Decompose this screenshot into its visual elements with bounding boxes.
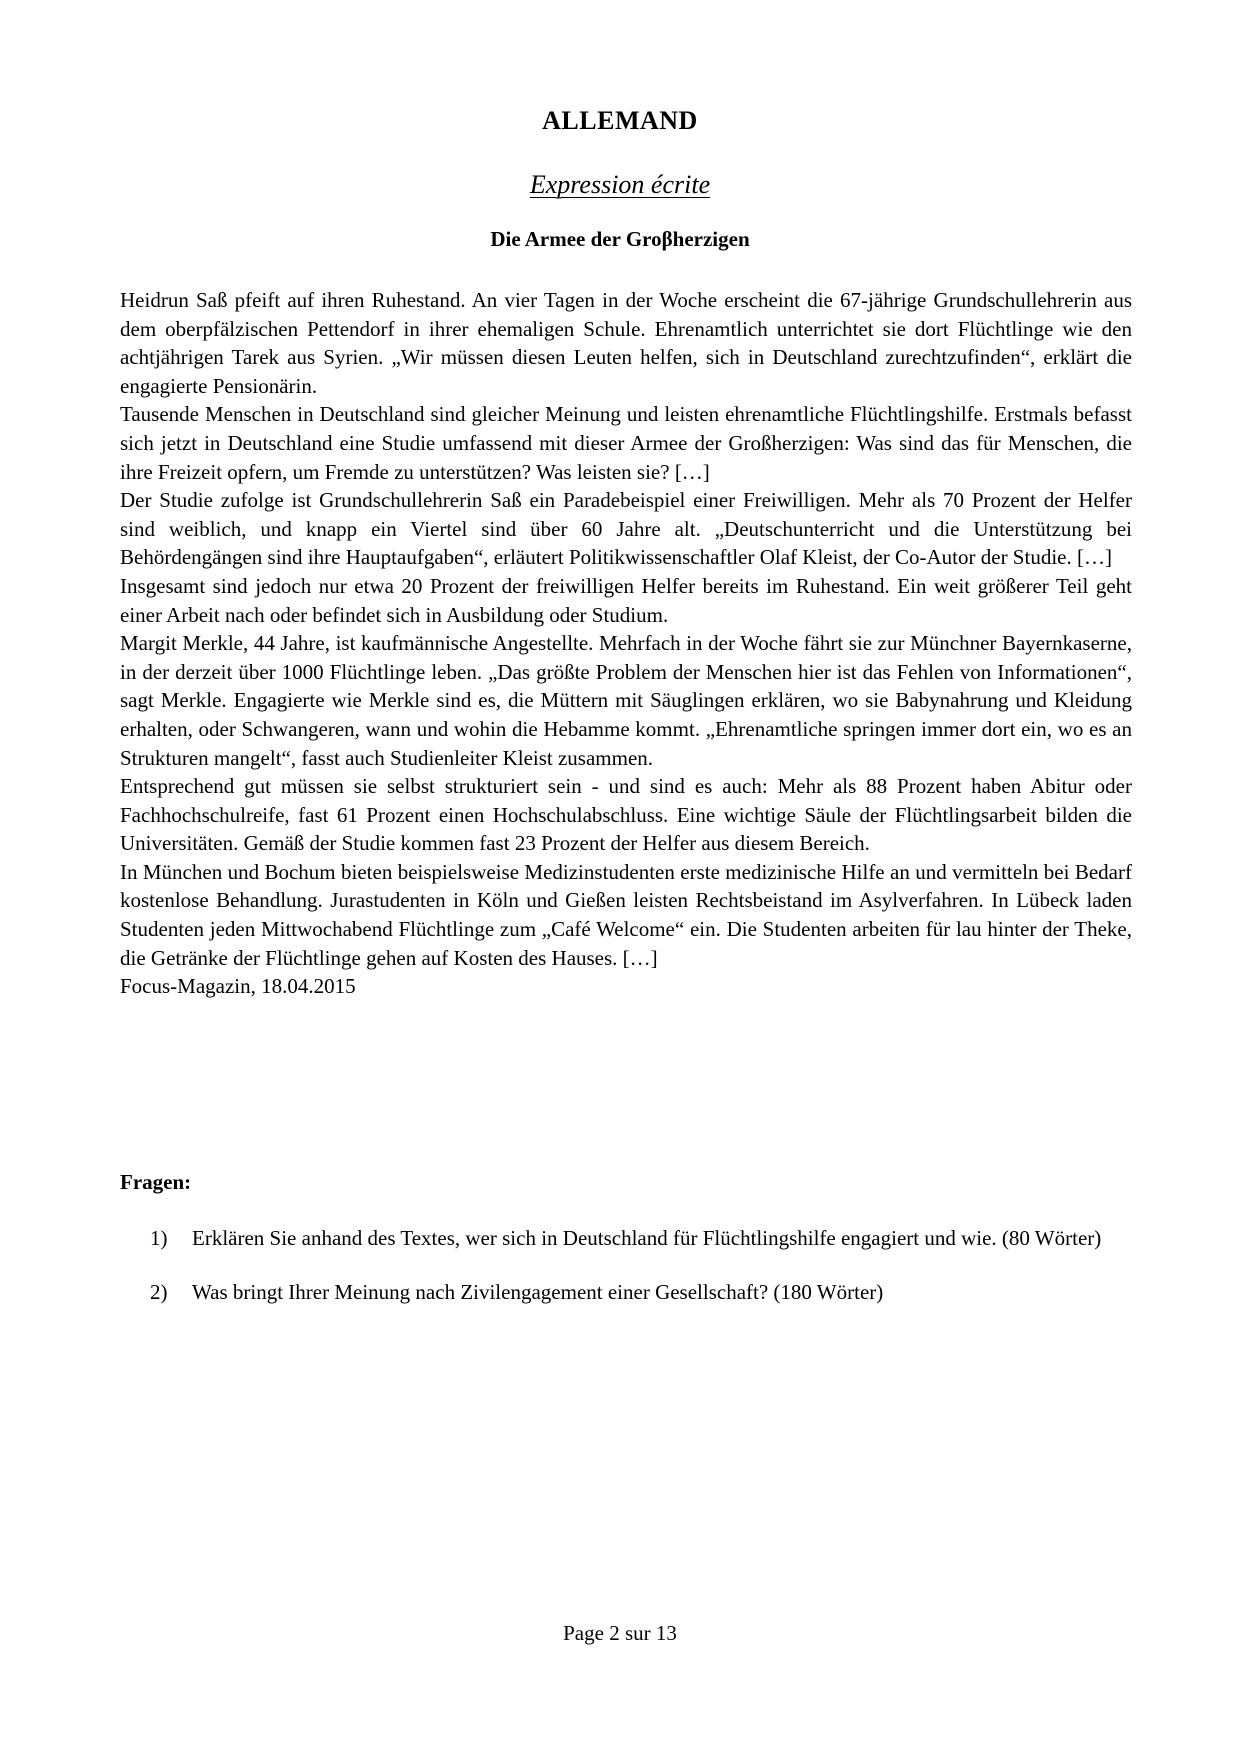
question-item: [150, 1279, 1110, 1306]
article-body: [120, 286, 1132, 1001]
article-title: Die Armee der Groβherzigen: [490, 227, 750, 251]
questions-list: [150, 1225, 1110, 1333]
article-paragraph: Insgesamt sind jedoch nur etwa 20 Prozent der freiwilligen Helfer bereits im Ruhestand. Ein weit größerer Teil geht einer Arbeit nach oder befindet sich in Ausbildung oder Studium.: [120, 573, 1132, 627]
article-paragraph: In München und Bochum bieten beispielsweise Medizinstudenten erste medizinische Hilfe an und vermitteln bei Bedarf kostenlose Behandlung. Jurastudenten in Köln und Gießen leisten Rechtsbeistand im Asylverfahren. In Lübeck laden Studenten jeden Mittwochabend Flüchtlinge zum „Café Welcome“ ein. Die Studenten arbeiten für lau hinter der Theke, die Getränke der Flüchtlinge gehen auf Kosten des Hauses. […]: [120, 859, 1132, 970]
question-item: [150, 1225, 1110, 1252]
section-title: Expression écrite: [529, 170, 711, 199]
article-paragraph: Entsprechend gut müssen sie selbst strukturiert sein - und sind es auch: Mehr als 88 Prozent haben Abitur oder Fachhochschulreife, fast 61 Prozent einen Hochschulabschluss. Eine wichtige Säule der Flüchtlingsarbeit bilden die Universitäten. Gemäß der Studie kommen fast 23 Prozent der Helfer aus diesem Bereich.: [120, 774, 1132, 856]
questions-heading: Fragen:: [120, 1170, 192, 1194]
article-source: Focus-Magazin, 18.04.2015: [120, 974, 356, 999]
question-text: Erklären Sie anhand des Textes, wer sich in Deutschland für Flüchtlingshilfe engagiert und wie. (80 Wörter): [192, 1226, 1102, 1250]
article-paragraph: Margit Merkle, 44 Jahre, ist kaufmännische Angestellte. Mehrfach in der Woche fährt sie zur Münchner Bayernkaserne, in der derzeit über 1000 Flüchtlinge leben. „Das größte Problem der Menschen hier ist das Fehlen von Informationen“, sagt Merkle. Engagierte wie Merkle sind es, die Müttern mit Säuglingen erklären, wo sie Babynahrung und Kleidung erhalten, oder Schwangeren, wann und wohin die Hebamme kommt. „Ehrenamtliche springen immer dort ein, wo es an Strukturen mangelt“, fasst auch Studienleiter Kleist zusammen.: [120, 631, 1132, 770]
question-number: 2): [150, 1280, 168, 1304]
subject-title: ALLEMAND: [542, 106, 698, 135]
question-text: Was bringt Ihrer Meinung nach Zivilengagement einer Gesellschaft? (180 Wörter): [192, 1280, 884, 1304]
article-paragraph: Tausende Menschen in Deutschland sind gleicher Meinung und leisten ehrenamtliche Flüchtlingshilfe. Erstmals befasst sich jetzt in Deutschland eine Studie umfassend mit dieser Armee der Großherzigen: Was sind das für Menschen, die ihre Freizeit opfern, um Fremde zu unterstützen? Was leisten sie? […]: [120, 402, 1132, 484]
page-number: Page 2 sur 13: [563, 1621, 677, 1645]
article-paragraph: Heidrun Saß pfeift auf ihren Ruhestand. An vier Tagen in der Woche erscheint die 67-jährige Grundschullehrerin aus dem oberpfälzischen Pettendorf in ihrer ehemaligen Schule. Ehrenamtlich unterrichtet sie dort Flüchtlinge wie den achtjährigen Tarek aus Syrien. „Wir müssen diesen Leuten helfen, sich in Deutschland zurechtzufinden“, erklärt die engagierte Pensionärin.: [120, 288, 1132, 398]
question-number: 1): [150, 1226, 168, 1250]
article-paragraph: Der Studie zufolge ist Grundschullehrerin Saß ein Paradebeispiel einer Freiwilligen. Mehr als 70 Prozent der Helfer sind weiblich, und knapp ein Viertel sind über 60 Jahre alt. „Deutschunterricht und die Unterstützung bei Behördengängen sind ihre Hauptaufgaben“, erläutert Politikwissenschaftler Olaf Kleist, der Co-Autor der Studie. […]: [120, 488, 1132, 570]
